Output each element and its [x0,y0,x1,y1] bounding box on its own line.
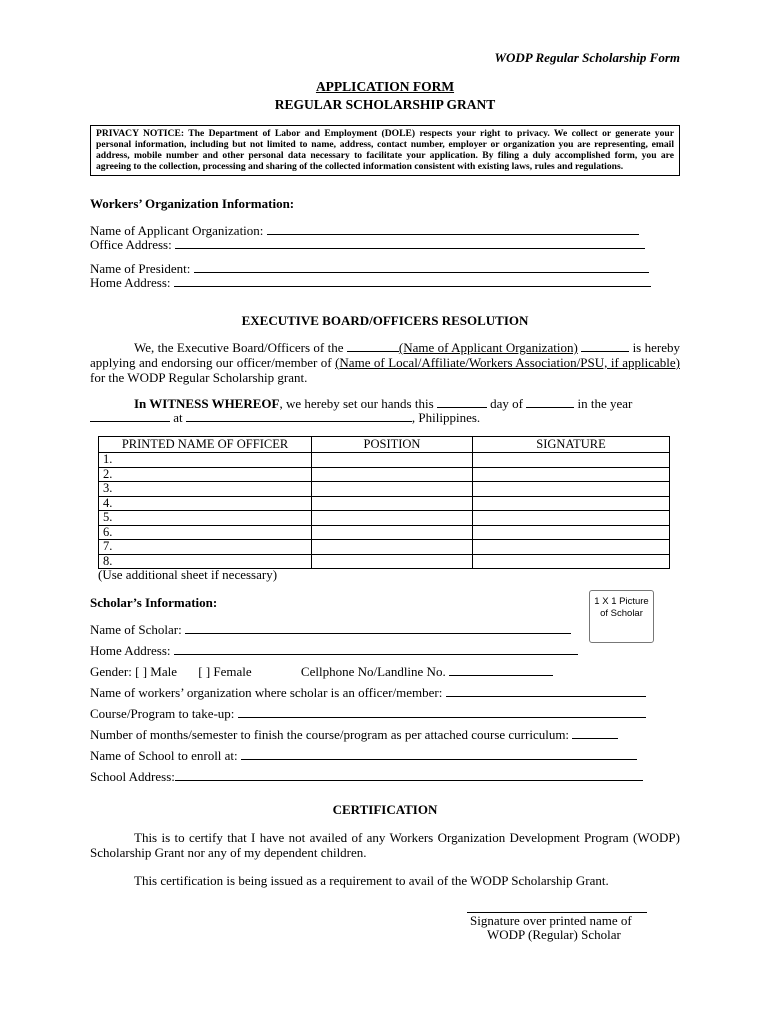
phone-label: Cellphone No/Landline No. [300,664,446,679]
privacy-notice: PRIVACY NOTICE: The Department of Labor and Employment (DOLE) respects your right to privacy. We collect or generate your personal information, including but not limited to name, address, contact number, employer or organization you are representing, email address, mobile number and other personal data necessary to facilitate your application. By filing a duly accomplished form, you are agreeing to the collection, processing and sharing of the collected information consistent with existing laws, rules and regulations. [90,125,680,176]
home-address-label: Home Address: [90,275,171,290]
scholar-name-field[interactable] [185,622,571,634]
signature-caption-2: WODP (Regular) Scholar [487,927,621,942]
year-blank[interactable] [90,410,170,422]
scholar-home-row [90,643,578,659]
signature-cell[interactable] [473,540,670,555]
witness-whereof: In WITNESS WHEREOF [134,396,280,411]
form-subtitle: REGULAR SCHOLARSHIP GRANT [274,97,496,112]
home-address-row [90,275,651,291]
scholar-heading: Scholar’s Information: [90,595,218,610]
row-number[interactable]: 8. [99,554,312,569]
form-title [0,79,770,95]
table-row [99,482,670,497]
position-cell[interactable] [312,540,473,555]
school-address-row [90,769,643,785]
row-number[interactable]: 6. [99,525,312,540]
scholar-org-field[interactable] [446,685,646,697]
day-blank[interactable] [437,396,487,408]
office-address-row [90,237,645,253]
scholar-org-row [90,685,646,701]
position-cell[interactable] [312,482,473,497]
row-number[interactable]: 3. [99,482,312,497]
picture-box[interactable]: 1 X 1 Picture of Scholar [589,590,654,643]
philippines-text: , Philippines. [411,410,481,425]
additional-sheet-note: (Use additional sheet if necessary) [98,567,278,582]
signature-cell[interactable] [473,525,670,540]
scholar-home-label: Home Address: [90,643,171,658]
position-cell[interactable] [312,453,473,468]
table-row [99,496,670,511]
position-cell[interactable] [312,467,473,482]
org-blank-2[interactable] [581,340,629,352]
signature-cell[interactable] [473,496,670,511]
female-checkbox[interactable]: [ ] Female [198,664,252,679]
certification-paragraph-2: This certification is being issued as a requirement to avail of the WODP Scholarship Grant. [134,873,609,888]
application-form-title: APPLICATION FORM [315,79,455,94]
months-label: Number of months/semester to finish the course/program as per attached course curriculum: [90,727,570,742]
place-blank[interactable] [186,410,412,422]
row-number[interactable]: 7. [99,540,312,555]
office-address-field[interactable] [175,237,645,249]
scholar-name-label: Name of Scholar: [90,622,182,637]
signature-cell[interactable] [473,511,670,526]
school-address-label: School Address: [90,769,175,784]
certification-text-1: This is to certify that I have not availed of any Workers Organization Development Program (WODP) Scholarship Grant nor any of my dependent children. [90,830,680,860]
in-the-year-text: in the year [577,396,633,411]
resolution-text-1: We, the Executive Board/Officers of the [134,340,344,355]
signature-cell[interactable] [473,453,670,468]
row-number[interactable]: 5. [99,511,312,526]
table-row [99,453,670,468]
local-name-hint: (Name of Local/Affiliate/Workers Association/PSU, if applicable) [335,355,680,370]
signature-cell[interactable] [473,482,670,497]
resolution-is: is [632,340,642,355]
officers-table-header [99,437,670,453]
scholar-org-label: Name of workers’ organization where scholar is an officer/member: [90,685,443,700]
witness-text: , we hereby set our hands this [279,396,434,411]
org-name-hint: (Name of Applicant Organization) [398,340,578,355]
table-row [99,525,670,540]
course-row [90,706,646,722]
gender-row [90,664,590,680]
position-cell[interactable] [312,554,473,569]
gender-label: Gender: [90,664,132,679]
position-cell[interactable] [312,496,473,511]
scholar-name-row [90,622,571,638]
president-label: Name of President: [90,261,191,276]
at-text: at [173,410,183,425]
row-number[interactable]: 1. [99,453,312,468]
certification-heading: CERTIFICATION [332,802,438,817]
form-header-title: WODP Regular Scholarship Form [494,50,680,65]
position-cell[interactable] [312,511,473,526]
resolution-heading: EXECUTIVE BOARD/OFFICERS RESOLUTION [241,313,529,328]
school-field[interactable] [241,748,637,760]
school-address-field[interactable] [175,769,643,781]
row-number[interactable]: 4. [99,496,312,511]
table-row [99,540,670,555]
school-row [90,748,637,764]
months-row [90,727,618,743]
row-number[interactable]: 2. [99,467,312,482]
resolution-text-3: for the WODP Regular Scholarship grant. [90,370,308,385]
months-field[interactable] [572,727,618,739]
phone-field[interactable] [449,664,553,676]
witness-row-2 [90,410,480,426]
male-checkbox[interactable]: [ ] Male [135,664,177,679]
signature-cell[interactable] [473,554,670,569]
signature-line[interactable] [467,900,647,913]
table-row [99,467,670,482]
position-cell[interactable] [312,525,473,540]
workers-org-heading: Workers’ Organization Information: [90,196,295,211]
president-field[interactable] [194,261,649,273]
table-row [99,511,670,526]
course-label: Course/Program to take-up: [90,706,235,721]
col-signature: SIGNATURE [473,437,670,453]
applicant-org-label: Name of Applicant Organization: [90,223,264,238]
officers-table [98,436,670,569]
signature-cell[interactable] [473,467,670,482]
applicant-org-field[interactable] [267,223,639,235]
day-of-text: day of [490,396,523,411]
org-blank-1[interactable] [347,340,399,352]
month-blank[interactable] [526,396,574,408]
scholar-home-field[interactable] [174,643,578,655]
col-position: POSITION [312,437,473,453]
resolution-text-2: hereby applying and endorsing our officer/member of [90,340,680,370]
col-printed-name: PRINTED NAME OF OFFICER [99,437,312,453]
certification-paragraph-1 [90,830,680,860]
school-label: Name of School to enroll at: [90,748,238,763]
course-field[interactable] [238,706,646,718]
signature-caption-1: Signature over printed name of [470,913,632,928]
resolution-paragraph [90,340,680,385]
home-address-field[interactable] [174,275,651,287]
office-address-label: Office Address: [90,237,172,252]
